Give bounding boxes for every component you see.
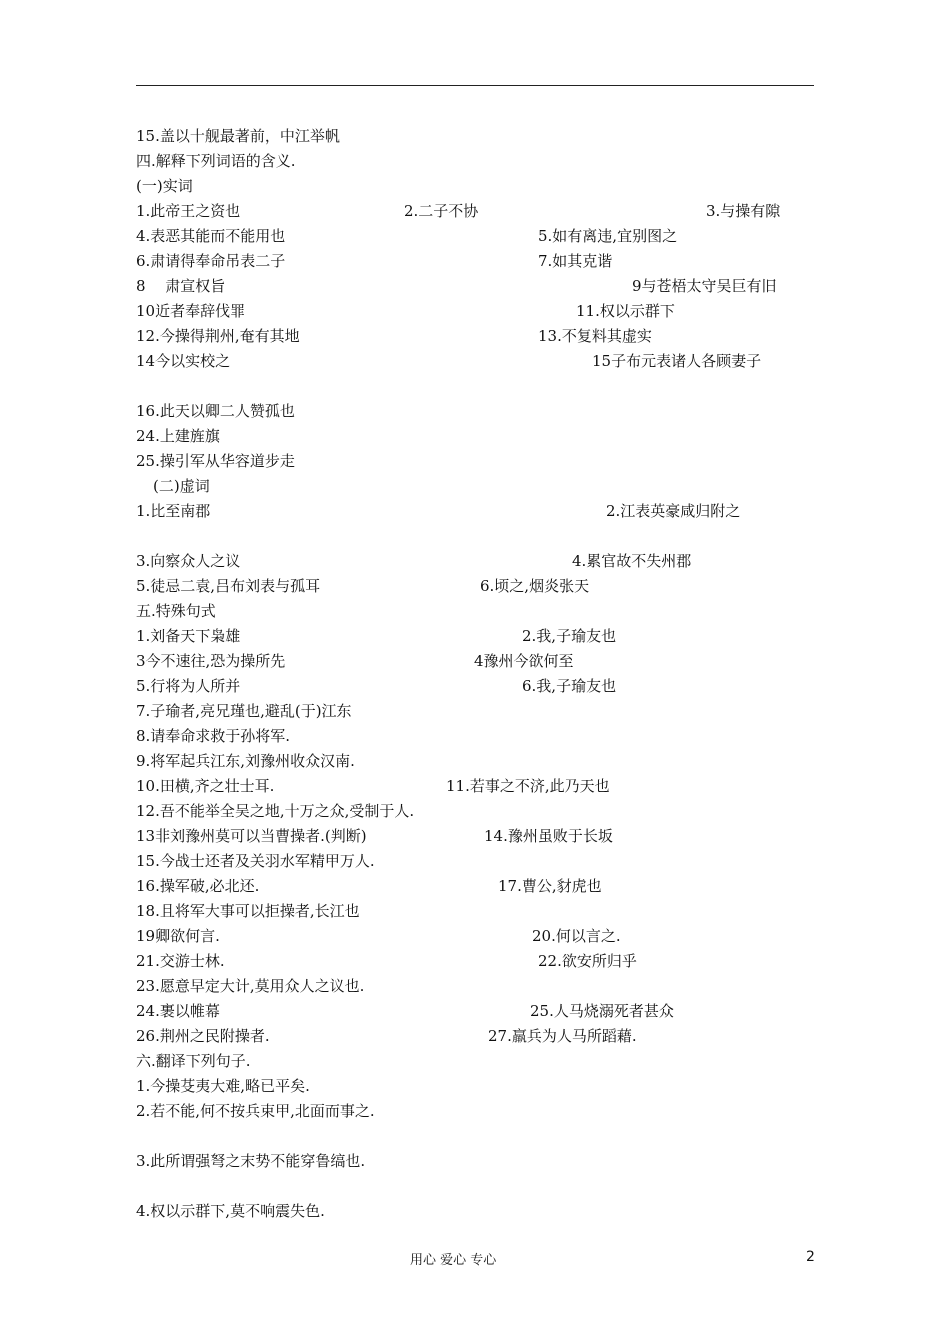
text-line: 10近者奉辞伐罪 [136, 302, 246, 320]
text-line: 12.今操得荆州,奄有其地 [136, 327, 300, 345]
text-line: 3.此所谓强弩之末势不能穿鲁缟也. [136, 1152, 366, 1170]
text-line: 24.裹以帷幕 [136, 1002, 220, 1020]
text-line: 17.曹公,豺虎也 [498, 877, 602, 895]
text-line: 9与苍梧太守吴巨有旧 [632, 277, 777, 295]
text-line: 6.肃请得奉命吊表二子 [136, 252, 286, 270]
section-heading: 五.特殊句式 [136, 602, 216, 620]
text-line: 11.若事之不济,此乃天也 [446, 777, 610, 795]
text-line: 19卿欲何言. [136, 927, 220, 945]
text-line: 27.羸兵为人马所蹈藉. [488, 1027, 637, 1045]
text-line: 9.将军起兵江东,刘豫州收众汉南. [136, 752, 355, 770]
text-line: 4.累官故不失州郡 [572, 552, 692, 570]
text-line: 3.向察众人之议 [136, 552, 241, 570]
subsection-heading: (一)实词 [136, 177, 193, 195]
text-line: 7.如其克谐 [538, 252, 613, 270]
text-line: 2.二子不协 [404, 202, 479, 220]
text-line: 3.与操有隙 [706, 202, 781, 220]
footer-motto: 用心 爱心 专心 [410, 1253, 497, 1268]
text-line: 21.交游士林. [136, 952, 225, 970]
text-line: 23.愿意早定大计,莫用众人之议也. [136, 977, 365, 995]
text-line: 18.且将军大事可以拒操者,长江也 [136, 902, 360, 920]
text-line: 13非刘豫州莫可以当曹操者.(判断) [136, 827, 367, 845]
text-line: 6.我,子瑜友也 [522, 677, 617, 695]
text-line: 25.人马烧溺死者甚众 [530, 1002, 674, 1020]
text-line: 1.比至南郡 [136, 502, 211, 520]
text-line: 5.徒忌二袁,吕布刘表与孤耳 [136, 577, 321, 595]
text-line: 11.权以示群下 [576, 302, 675, 320]
text-line: 16.操军破,必北还. [136, 877, 260, 895]
text-line: 20.何以言之. [532, 927, 621, 945]
text-line: 4豫州今欲何至 [474, 652, 574, 670]
text-line: 5.如有离违,宜别图之 [538, 227, 678, 245]
text-line: 8.请奉命求救于孙将军. [136, 727, 291, 745]
text-line: 12.吾不能举全吴之地,十万之众,受制于人. [136, 802, 415, 820]
text-line: 1.刘备天下枭雄 [136, 627, 241, 645]
text-line: 1.今操芟夷大难,略已平矣. [136, 1077, 310, 1095]
text-line: 4.权以示群下,莫不响震失色. [136, 1202, 325, 1220]
text-line: 15子布元表诸人各顾妻子 [592, 352, 762, 370]
section-heading: 四.解释下列词语的含义. [136, 152, 296, 170]
text-line: 2.若不能,何不按兵束甲,北面而事之. [136, 1102, 375, 1120]
text-line: 22.欲安所归乎 [538, 952, 637, 970]
text-line: 10.田横,齐之壮士耳. [136, 777, 275, 795]
section-heading: 六.翻译下列句子. [136, 1052, 251, 1070]
text-line: 7.子瑜者,亮兄瑾也,避乱(于)江东 [136, 702, 352, 720]
text-line: 1.此帝王之资也 [136, 202, 241, 220]
text-line: 24.上建旌旗 [136, 427, 220, 445]
subsection-heading: (二)虚词 [153, 477, 210, 495]
header-rule [136, 85, 814, 86]
text-line: 5.行将为人所并 [136, 677, 241, 695]
text-line: 15.盖以十舰最著前，中江举帆 [136, 127, 340, 145]
text-line: 6.顷之,烟炎张天 [480, 577, 590, 595]
text-line: 2.江表英豪咸归附之 [606, 502, 741, 520]
text-line: 26.荆州之民附操者. [136, 1027, 270, 1045]
text-line: 8 肃宣权旨 [136, 277, 226, 295]
text-line: 3今不速往,恐为操所先 [136, 652, 286, 670]
text-line: 14今以实校之 [136, 352, 231, 370]
text-line: 2.我,子瑜友也 [522, 627, 617, 645]
text-line: 4.表恶其能而不能用也 [136, 227, 286, 245]
text-line: 14.豫州虽败于长坂 [484, 827, 613, 845]
text-line: 25.操引军从华容道步走 [136, 452, 295, 470]
text-line: 13.不复料其虚实 [538, 327, 652, 345]
page-number: 2 [806, 1249, 815, 1265]
text-line: 16.此天以卿二人赞孤也 [136, 402, 295, 420]
text-line: 15.今战士还者及关羽水军精甲万人. [136, 852, 375, 870]
